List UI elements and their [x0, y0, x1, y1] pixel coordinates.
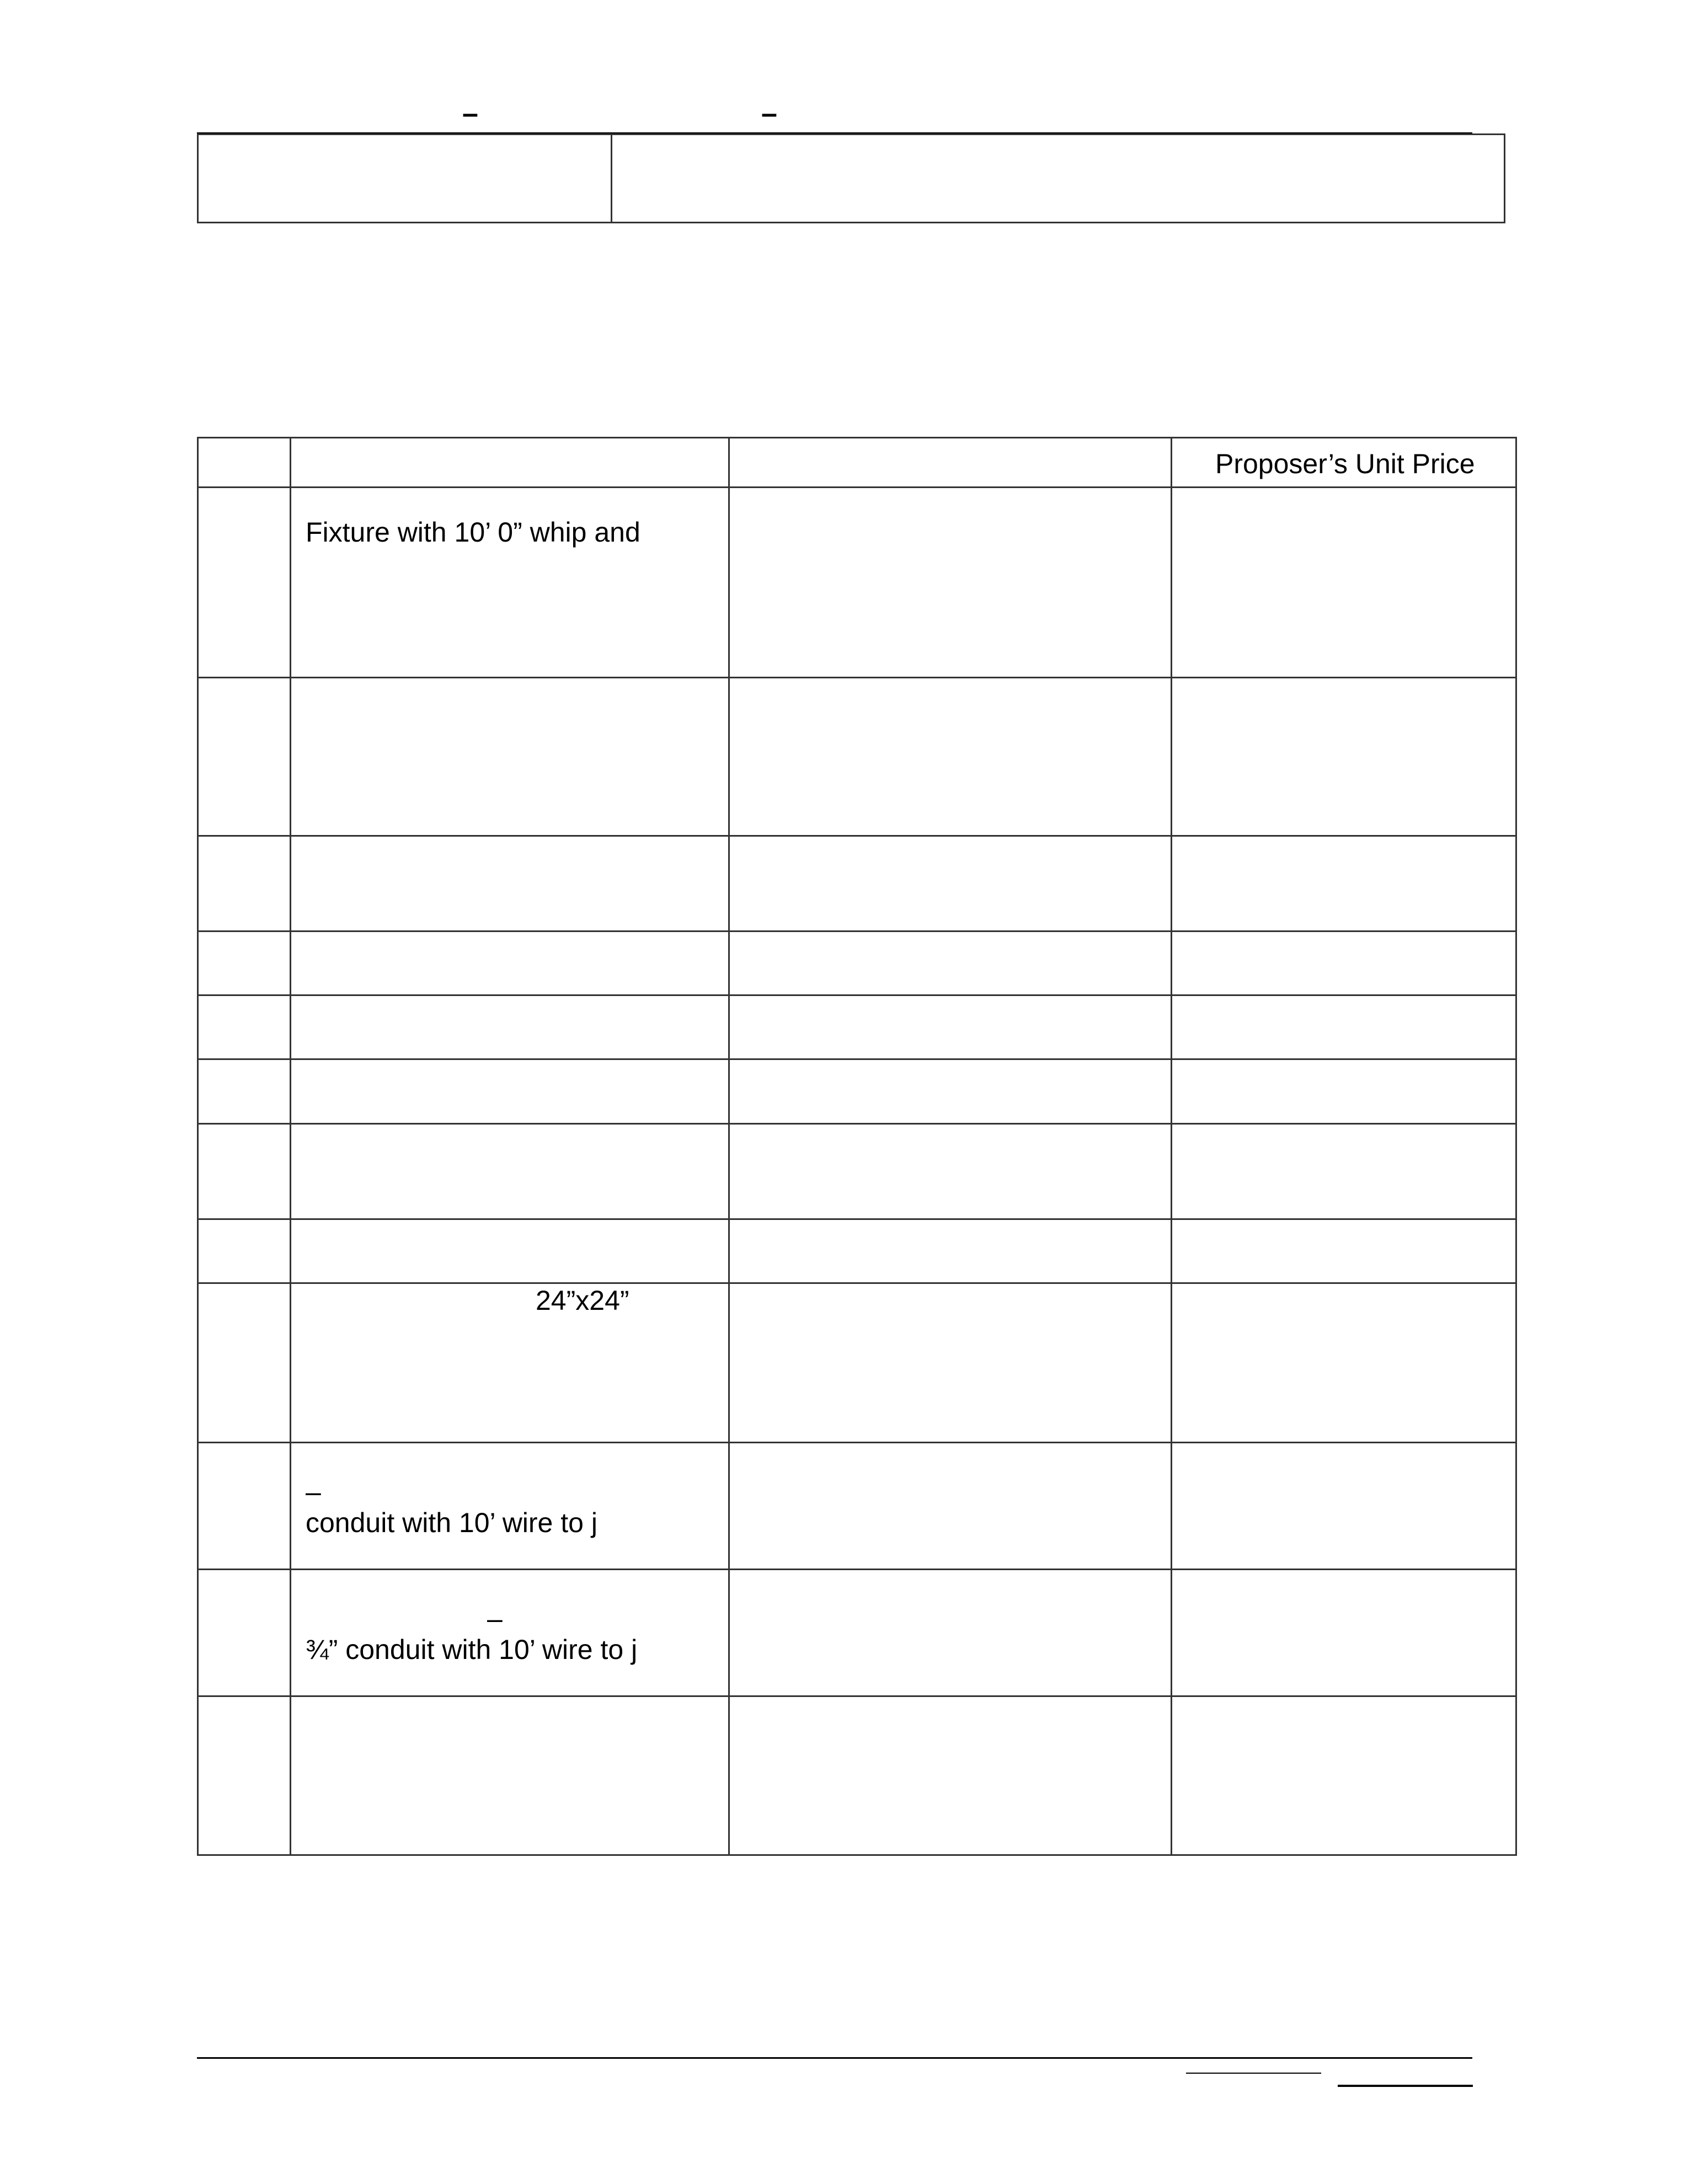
- table-row: [198, 1283, 1516, 1443]
- table-row: [198, 1443, 1516, 1570]
- price-cell[interactable]: [1172, 1570, 1516, 1696]
- table-row: [198, 932, 1516, 995]
- row-description-line2: conduit with 10’ wire to j: [306, 1507, 597, 1538]
- unit-cell: [729, 836, 1172, 932]
- header-cell-description: [291, 438, 729, 488]
- item-cell: [198, 1059, 291, 1124]
- row-description-line1: –: [487, 1603, 503, 1634]
- header-cell-item: [198, 438, 291, 488]
- row-description-line2: ¾” conduit with 10’ wire to j: [306, 1634, 638, 1665]
- item-cell: [198, 1443, 291, 1570]
- header-cell-unit-price: [1172, 438, 1516, 488]
- item-cell: [198, 995, 291, 1059]
- price-cell[interactable]: [1172, 1696, 1516, 1855]
- header-info-box: [197, 133, 1505, 223]
- description-cell: [291, 932, 729, 995]
- price-cell[interactable]: [1172, 1219, 1516, 1283]
- price-cell[interactable]: [1172, 1283, 1516, 1443]
- signature-line-page: [1338, 2085, 1473, 2087]
- table-row: [198, 836, 1516, 932]
- table-row: [198, 1570, 1516, 1696]
- item-cell: [198, 678, 291, 836]
- row-description: Fixture with 10’ 0” whip and: [306, 517, 640, 548]
- item-cell: [198, 932, 291, 995]
- price-cell[interactable]: [1172, 488, 1516, 678]
- table-row: [198, 995, 1516, 1059]
- signature-line-initials: [1186, 2073, 1321, 2074]
- table-header-row: [198, 438, 1516, 488]
- unit-cell: [729, 1570, 1172, 1696]
- header-dash-left: –: [462, 98, 478, 130]
- header-dash-right: –: [761, 98, 777, 130]
- unit-cell: [729, 1219, 1172, 1283]
- header-box-divider: [611, 135, 612, 222]
- description-cell: [291, 1059, 729, 1124]
- item-cell: [198, 488, 291, 678]
- price-cell[interactable]: [1172, 995, 1516, 1059]
- description-cell: [291, 1570, 729, 1696]
- table-row: [198, 678, 1516, 836]
- price-cell[interactable]: [1172, 678, 1516, 836]
- description-cell: [291, 1443, 729, 1570]
- row-description-line1: –: [306, 1476, 321, 1507]
- item-cell: [198, 1696, 291, 1855]
- unit-cell: [729, 1283, 1172, 1443]
- description-cell: [291, 678, 729, 836]
- unit-cell: [729, 1696, 1172, 1855]
- row-description: 24”x24”: [536, 1285, 629, 1316]
- price-cell[interactable]: [1172, 836, 1516, 932]
- description-cell: [291, 836, 729, 932]
- unit-cell: [729, 932, 1172, 995]
- item-cell: [198, 1570, 291, 1696]
- table-row: [198, 1696, 1516, 1855]
- footer-rule: [197, 2057, 1472, 2059]
- unit-cell: [729, 1443, 1172, 1570]
- price-cell[interactable]: [1172, 1443, 1516, 1570]
- price-cell[interactable]: [1172, 932, 1516, 995]
- description-cell: [291, 1283, 729, 1443]
- description-cell: [291, 1696, 729, 1855]
- item-cell: [198, 1283, 291, 1443]
- item-cell: [198, 1219, 291, 1283]
- unit-cell: [729, 1059, 1172, 1124]
- unit-cell: [729, 678, 1172, 836]
- description-cell: [291, 1124, 729, 1219]
- price-cell[interactable]: [1172, 1059, 1516, 1124]
- item-cell: [198, 836, 291, 932]
- description-cell: [291, 1219, 729, 1283]
- table-row: [198, 1219, 1516, 1283]
- table-row: [198, 1124, 1516, 1219]
- unit-cell: [729, 1124, 1172, 1219]
- table-row: [198, 1059, 1516, 1124]
- price-table: [197, 437, 1517, 1856]
- unit-cell: [729, 488, 1172, 678]
- unit-cell: [729, 995, 1172, 1059]
- item-cell: [198, 1124, 291, 1219]
- description-cell: [291, 995, 729, 1059]
- description-cell: [291, 488, 729, 678]
- unit-price-header: Proposer’s Unit Price: [1215, 448, 1475, 479]
- price-cell[interactable]: [1172, 1124, 1516, 1219]
- header-cell-unit: [729, 438, 1172, 488]
- table-row: [198, 488, 1516, 678]
